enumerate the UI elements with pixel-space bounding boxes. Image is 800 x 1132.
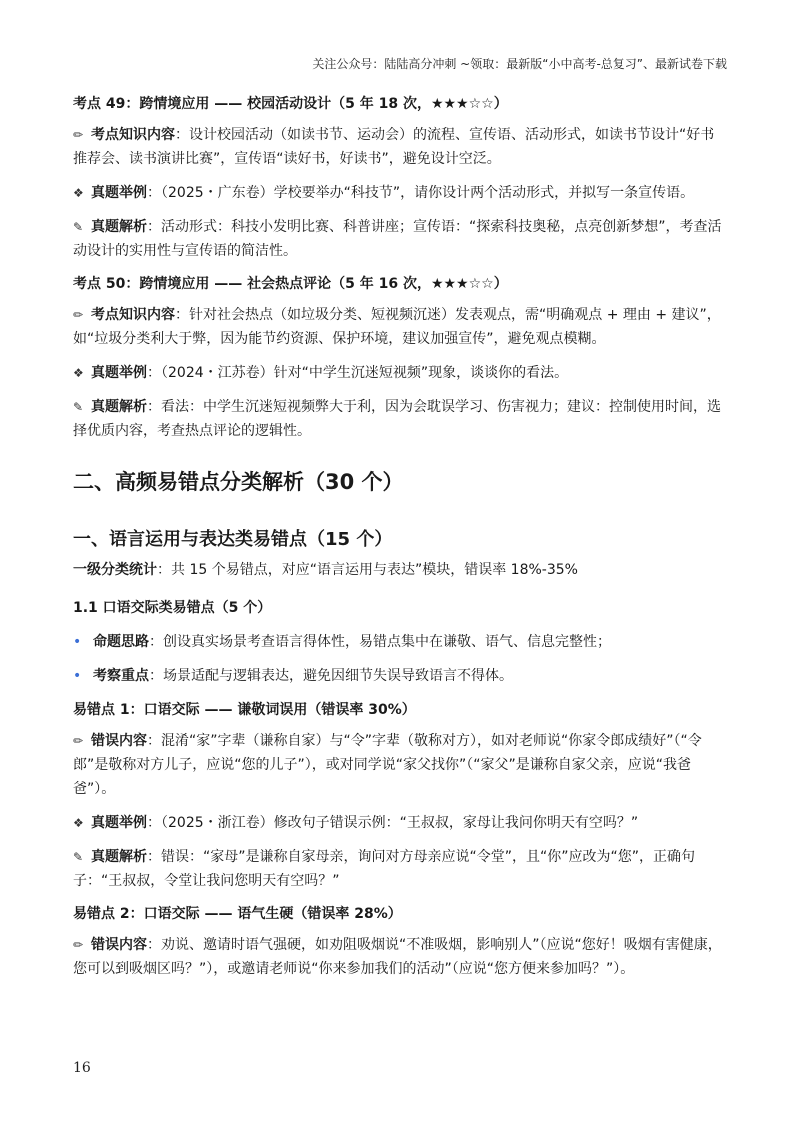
- example-paragraph: ❖ 真题举例：（2025・浙江卷）修改句子错误示例：“王叔叔，家母让我问你明天有空吗？”: [73, 811, 727, 835]
- list-item: • 命题思路：创设真实场景考查语言得体性，易错点集中在谦敬、语气、信息完整性；: [73, 631, 727, 653]
- pencil-icon: ✏: [73, 308, 84, 322]
- page-header: 关注公众号：陆陆高分冲刺 ~领取：最新版“小中高考-总复习”、最新试卷下载: [312, 57, 727, 71]
- error-content-paragraph: ✏ 错误内容：混淆“家”字辈（谦称自家）与“令”字辈（敬称对方），如对老师说“你家令郎成绩好”（“令郎”是敬称对方儿子，应说“您的儿子”），或对同学说“家父找你”（“家父”是谦称自家父亲，应说“我爸爸”）。: [73, 729, 727, 801]
- diamond-bullet-icon: ❖: [73, 816, 84, 830]
- analysis-paragraph: ✎ 真题解析：看法：中学生沉迷短视频弊大于利，因为会耽误学习、伤害视力；建议：控制使用时间，选择优质内容，考查热点评论的逻辑性。: [73, 395, 727, 443]
- page-content: [73, 93, 727, 991]
- error-content-paragraph: ✏ 错误内容：劝说、邀请时语气强硬，如劝阻吸烟说“不准吸烟，影响别人”（应说“您好！吸烟有害健康，您可以到吸烟区吗？”），或邀请老师说“你来参加我们的活动”（应说“您方便来参加吗？”）。: [73, 933, 727, 981]
- blue-dot-bullet-icon: •: [73, 668, 82, 684]
- pencil-icon: ✏: [73, 128, 84, 142]
- knowledge-paragraph: ✏ 考点知识内容：设计校园活动（如读书节、运动会）的流程、宣传语、活动形式，如读书节设计“好书推荐会、读书演讲比赛”，宣传语“读好书，好读书”，避免设计空泛。: [73, 123, 727, 171]
- list-item: • 考察重点：场景适配与逻辑表达，避免因细节失误导致语言不得体。: [73, 665, 727, 687]
- diamond-bullet-icon: ❖: [73, 186, 84, 200]
- main-heading: 二、高频易错点分类解析（30 个）: [73, 470, 404, 494]
- example-paragraph: ❖ 真题举例：（2025・广东卷）学校要举办“科技节”，请你设计两个活动形式，并拟写一条宣传语。: [73, 181, 727, 205]
- pen-nib-icon: ✎: [73, 400, 84, 414]
- example-paragraph: ❖ 真题举例：（2024・江苏卷）针对“中学生沉迷短视频”现象，谈谈你的看法。: [73, 361, 727, 385]
- subsection-title: 1.1 口语交际类易错点（5 个）: [73, 600, 272, 616]
- pen-nib-icon: ✎: [73, 220, 84, 234]
- analysis-paragraph: ✎ 真题解析：错误：“家母”是谦称自家母亲，询问对方母亲应说“令堂”，且“你”应改为“您”，正确句子：“王叔叔，令堂让我问您明天有空吗？”: [73, 845, 727, 893]
- analysis-paragraph: ✎ 真题解析：活动形式：科技小发明比赛、科普讲座；宣传语：“探索科技奥秘，点亮创新梦想”，考查活动设计的实用性与宣传语的简洁性。: [73, 215, 727, 263]
- sub-heading: 一、语言运用与表达类易错点（15 个）: [73, 529, 393, 550]
- page-number: 16: [73, 1060, 91, 1076]
- category-stats: 一级分类统计：共 15 个易错点，对应“语言运用与表达”模块，错误率 18%-35%: [73, 562, 578, 578]
- section-title: 考点 49：跨情境应用 —— 校园活动设计（5 年 18 次，★★★☆☆）: [73, 96, 508, 112]
- diamond-bullet-icon: ❖: [73, 366, 84, 380]
- knowledge-paragraph: ✏ 考点知识内容：针对社会热点（如垃圾分类、短视频沉迷）发表观点，需“明确观点 + 理由 + 建议”，如“垃圾分类利大于弊，因为能节约资源、保护环境，建议加强宣传”，避免观点模糊。: [73, 303, 727, 351]
- error-point-title: 易错点 1：口语交际 —— 谦敬词误用（错误率 30%）: [73, 702, 416, 718]
- pen-nib-icon: ✎: [73, 850, 84, 864]
- section-title: 考点 50：跨情境应用 —— 社会热点评论（5 年 16 次，★★★☆☆）: [73, 276, 508, 292]
- pencil-icon: ✏: [73, 938, 84, 952]
- blue-dot-bullet-icon: •: [73, 634, 82, 650]
- pencil-icon: ✏: [73, 734, 84, 748]
- error-point-title: 易错点 2：口语交际 —— 语气生硬（错误率 28%）: [73, 906, 402, 922]
